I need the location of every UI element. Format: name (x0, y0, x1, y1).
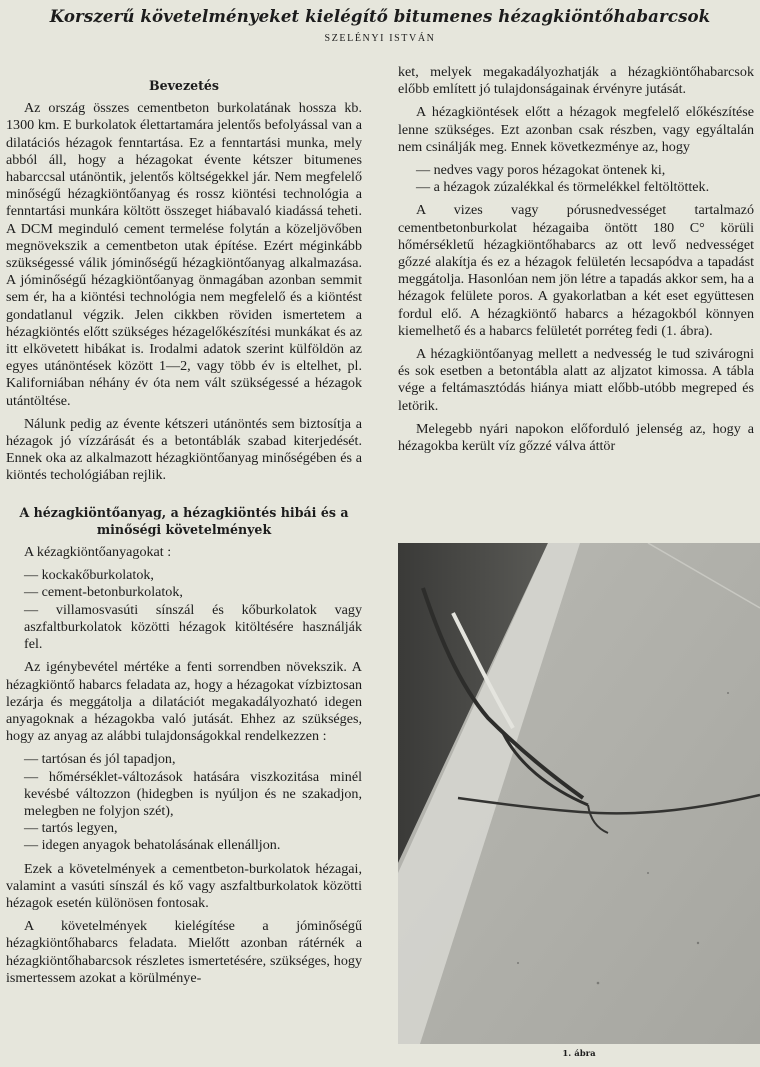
requirements-intro: Az igénybevétel mértéke a fenti sorrendben növekszik. A hézagkiöntő habarcs feladata az, hogy a hézagokat vízbiztosan lezárja és meggátolja a dilatációt megakadályozható idegen anyagoknak a hézagokba való jutását. Ehhez az szükséges, hogy az anyag az alábbi tulajdonságokkal rendelkezzen : (6, 659, 362, 745)
uses-item: — cement-betonburkolatok, (24, 584, 183, 601)
requirement-item: — hőmérséklet-változások hatására viszkozitása minél kevésbé változzon (hidegben is nyúljon és ne szakadjon, melegben ne folyjon szét), (24, 768, 362, 819)
requirement-item: — idegen anyagok behatolásának ellenálljon. (24, 837, 281, 854)
prep-item: — nedves vagy poros hézagokat öntenek ki, (416, 162, 666, 179)
continuation-paragraph: ket, melyek megakadályozhatják a hézagkiöntőhabarcsok előbb említett jó tulajdonságainak érvényre jutását. (398, 64, 754, 98)
closing-paragraph: Ezek a követelmények a cementbeton-burkolatok hézagai, valamint a vasúti sínszál és kő vagy aszfaltburkolatok közötti hézagok esetén különösen fontosak. (6, 860, 362, 911)
body-paragraph: Melegebb nyári napokon előforduló jelenség az, hogy a hézagokba került víz gőzzé válva áttör (398, 420, 754, 455)
intro-paragraph: Nálunk pedig az évente kétszeri utánöntés sem biztosítja a hézagok jó vízzárását és a betontáblák szabad kiterjedését. Ennek oka az alkalmazott hézagkiöntőanyag minőségében és a kiöntés techológiában rejlik. (6, 415, 362, 484)
joint-photo-illustration (398, 543, 760, 1044)
left-column (6, 64, 362, 993)
requirement-item: — tartós legyen, (24, 820, 118, 837)
requirement-item: — tartósan és jól tapadjon, (24, 751, 176, 768)
section-heading: A hézagkiöntőanyag, a hézagkiöntés hibái és a minőségi követelmények (19, 504, 349, 537)
uses-item: — villamosvasúti sínszál és kőburkolatok vagy aszfaltburkolatok közötti hézagok kitöltésére használják fel. (24, 601, 362, 653)
figure-caption: 1. ábra (562, 1049, 596, 1059)
prep-item: — a hézagok zúzalékkal és törmelékkel feltöltöttek. (416, 179, 710, 196)
right-column (398, 64, 754, 461)
article-author: SZELÉNYI ISTVÁN (324, 33, 436, 44)
body-paragraph: A vizes vagy pórusnedvességet tartalmazó cementbetonburkolat hézagaiba öntött 180 C° körüli hőmérsékletű hézagkiöntőhabarcs az ott levő nedvességet gőzzé alakítja és ez a hézagok felületén lecsapódva a tapadást meggátolja. Hasonlóan nem jön létre a tapadás akkor sem, ha a hézagok felülete poros. A gyakorlatban a két eset együttesen fordul elő. A hézagkiöntő habarcs a hézagokból könnyen kiemelhető és a habarcs felületét porréteg fedi (1. ábra). (398, 202, 754, 339)
uses-intro: A kézagkiöntőanyagokat : (24, 544, 172, 561)
uses-item: — kockakőburkolatok, (24, 567, 154, 584)
body-paragraph: A hézagkiöntőanyag mellett a nedvesség le tud szivárogni és sok esetben a betontábla alatt az aljzatot kimossa. A tábla vége a feltámasztódás hiánya miatt előbb-utóbb megreped és letörik. (398, 346, 754, 414)
prep-paragraph: A hézagkiöntések előtt a hézagok megfelelő előkészítése lenne szükséges. Ezt azonban csak részben, vagy egyáltalán nem csinálják meg. Ennek következménye az, hogy (398, 104, 754, 155)
intro-heading: Bevezetés (148, 78, 220, 93)
article-title: Korszerű követelményeket kielégítő bitumenes hézagkiöntőhabarcsok (49, 6, 711, 26)
joint-photo (398, 543, 760, 1044)
closing-paragraph: A követelmények kielégítése a jóminőségű hézagkiöntőhabarcs feladata. Mielőtt azonban rátérnék a hézagkiöntőhabarcsok részletes ismertetésére, szükséges, hogy ismertessem azokat a körülménye- (6, 918, 362, 986)
intro-paragraph: Az ország összes cementbeton burkolatának hossza kb. 1300 km. E burkolatok élettartamára jelentős befolyással van a dilatációs hézagok fenntartása. Ez a fenntartási munka, mely abból áll, hogy a hézagokat évente kétszer bitumenes habarccsal utánöntik, jelentős költségekkel jár. Nem megfelelő minőségű hézagkiöntőanyag és rossz kiöntési technológia a fenntartási munkára költött összeget hiábavaló kiadássá teheti. A DCM meginduló cement termelése folytán a közeljövőben megnövekszik a cementbeton utak építése. Ezért méginkább szükségessé válik jóminőségű hézagkiöntőanyag alkalmazása. A jóminőségű hézagkiöntőanyag önmagában azonban semmit sem ér, ha a kiöntési technológia nem megfelelő és a kiöntést gondatlanul végzik. Jelen cikkben röviden ismertetem a hézagkiöntés előtt szükséges hézagelőkészítési munkákat és az itt elkövetett hibákat is. Irodalmi adatok szerint külföldön az egyes utánöntések között 1—2, vagy több év is eltelhet, pl. Kaliforniában néhány év óta nem vált szükségessé a hézagok utántöltése. (6, 100, 362, 409)
